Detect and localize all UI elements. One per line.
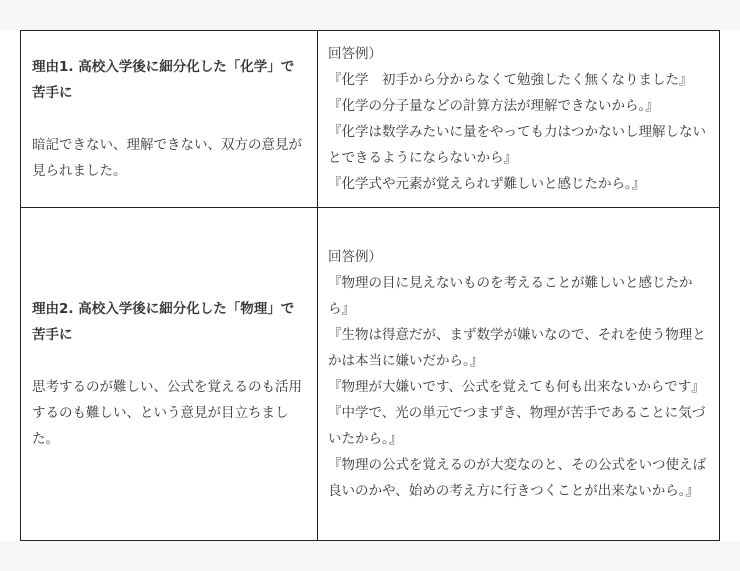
answers-heading: 回答例） xyxy=(328,249,382,265)
answer-item: 『生物は得意だが、まず数学が嫌いなので、それを使う物理とかは本当に嫌いだから。』 xyxy=(328,327,706,369)
answers-cell xyxy=(318,208,720,541)
reason-description: 暗記できない、理解できない、双方の意見が見られました。 xyxy=(32,137,302,179)
answer-item: 『化学式や元素が覚えられず難しいと感じたから。』 xyxy=(328,176,646,192)
reasons-table xyxy=(20,30,720,541)
answer-item: 『物理の公式を覚えるのが大変なのと、その公式をいつ使えば良いのかや、始めの考え方に行きつくことが出来ないから。』 xyxy=(328,457,706,499)
table-row xyxy=(21,208,720,541)
reason-title: 理由1. 高校入学後に細分化した「化学」で苦手に xyxy=(32,59,295,101)
reason-cell xyxy=(21,31,318,208)
answer-item: 『化学 初手から分からなくて勉強したく無くなりました』 xyxy=(328,72,693,88)
answer-item: 『物理が大嫌いです、公式を覚えても何も出来ないからです』 xyxy=(328,379,705,395)
reason-cell xyxy=(21,208,318,541)
answer-item: 『化学は数学みたいに量をやっても力はつかないし理解しないとできるようにならないから』 xyxy=(328,124,706,166)
answers-cell xyxy=(318,31,720,208)
reason-description: 思考するのが難しい、公式を覚えるのも活用するのも難しい、という意見が目立ちました。 xyxy=(32,379,302,447)
answers-heading: 回答例） xyxy=(328,46,382,62)
answer-item: 『中学で、光の単元でつまずき、物理が苦手であることに気づいたから。』 xyxy=(328,405,706,447)
document-sheet xyxy=(0,30,740,541)
answer-item: 『化学の分子量などの計算方法が理解できないから。』 xyxy=(328,98,659,114)
reason-title: 理由2. 高校入学後に細分化した「物理」で苦手に xyxy=(32,301,295,343)
table-row xyxy=(21,31,720,208)
answer-item: 『物理の目に見えないものを考えることが難しいと感じたから』 xyxy=(328,275,693,317)
